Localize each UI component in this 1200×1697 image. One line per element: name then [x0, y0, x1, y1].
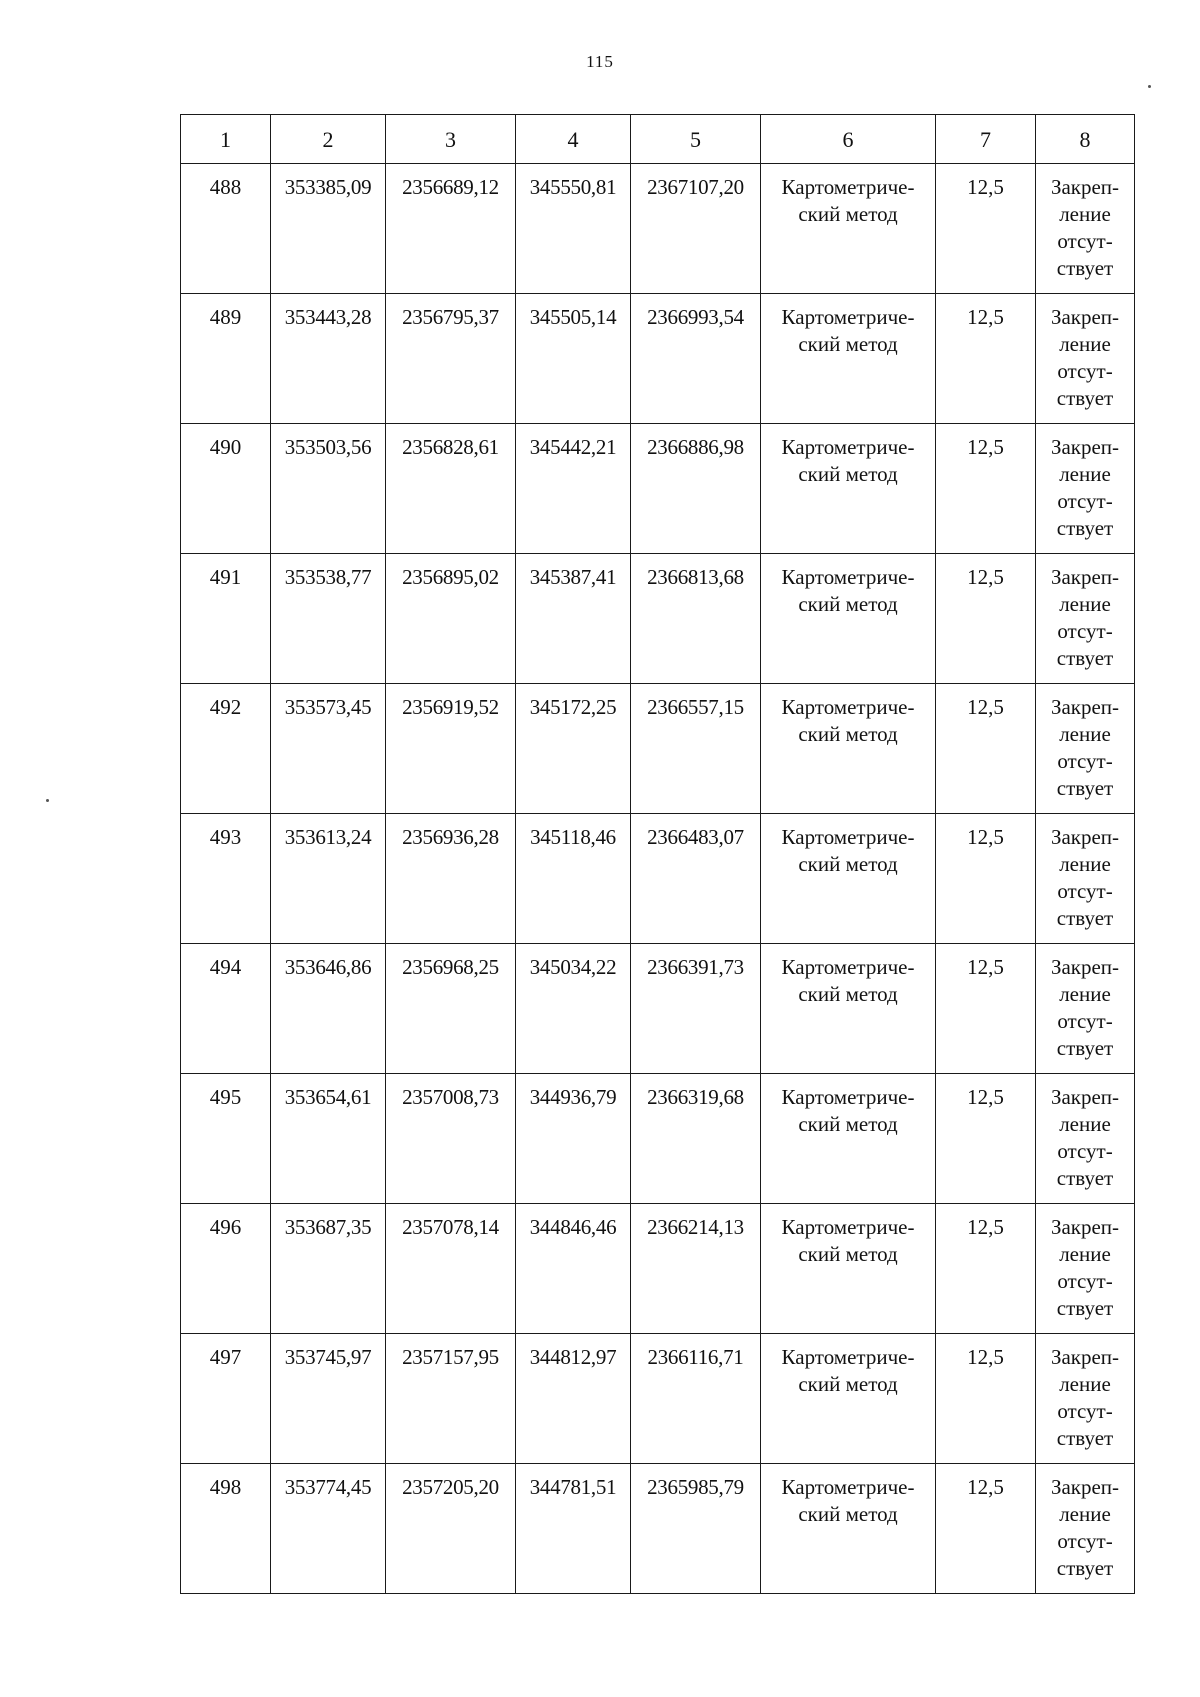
method-line: Картометриче- [781, 1345, 915, 1369]
coordinate-cell: 353538,77 [271, 554, 386, 684]
fixation-cell [1036, 424, 1135, 554]
method-cell [761, 164, 936, 294]
coordinate-cell: 2357008,73 [386, 1074, 516, 1204]
fixation-line: ление [1059, 1112, 1111, 1136]
method-cell [761, 1074, 936, 1204]
fixation-cell [1036, 1204, 1135, 1334]
column-header: 7 [936, 115, 1036, 164]
method-line: Картометриче- [781, 955, 915, 979]
coordinate-cell: 2356895,02 [386, 554, 516, 684]
coordinate-cell: 2356795,37 [386, 294, 516, 424]
coordinate-cell: 353687,35 [271, 1204, 386, 1334]
fixation-cell [1036, 1074, 1135, 1204]
fixation-line: ствует [1056, 1166, 1114, 1190]
coordinate-cell: 353503,56 [271, 424, 386, 554]
fixation-line: отсут- [1057, 489, 1113, 513]
column-header: 8 [1036, 115, 1135, 164]
fixation-cell [1036, 164, 1135, 294]
coordinate-cell: 345118,46 [516, 814, 631, 944]
coordinate-cell: 2357205,20 [386, 1464, 516, 1594]
fixation-cell [1036, 944, 1135, 1074]
point-number-cell: 495 [181, 1074, 271, 1204]
method-cell [761, 1334, 936, 1464]
fixation-line: отсут- [1057, 1529, 1113, 1553]
coordinate-cell: 344812,97 [516, 1334, 631, 1464]
method-line: Картометриче- [781, 175, 915, 199]
fixation-cell [1036, 1334, 1135, 1464]
fixation-line: ление [1059, 592, 1111, 616]
coordinate-cell: 344781,51 [516, 1464, 631, 1594]
column-header: 6 [761, 115, 936, 164]
coordinate-cell: 2366214,13 [631, 1204, 761, 1334]
coordinate-cell: 2366319,68 [631, 1074, 761, 1204]
table-row [181, 1074, 1135, 1204]
accuracy-cell: 12,5 [936, 1464, 1036, 1594]
method-cell [761, 944, 936, 1074]
coordinate-cell: 345172,25 [516, 684, 631, 814]
method-line: Картометриче- [781, 1085, 915, 1109]
fixation-line: отсут- [1057, 619, 1113, 643]
coordinate-cell: 2356968,25 [386, 944, 516, 1074]
fixation-line: Закреп- [1050, 175, 1120, 199]
method-line: ский метод [798, 852, 898, 876]
fixation-line: ствует [1056, 516, 1114, 540]
coordinate-cell: 2366993,54 [631, 294, 761, 424]
table-header-row [181, 115, 1135, 164]
fixation-line: отсут- [1057, 879, 1113, 903]
fixation-line: отсут- [1057, 1269, 1113, 1293]
fixation-line: ствует [1056, 646, 1114, 670]
fixation-line: Закреп- [1050, 825, 1120, 849]
scan-speck [46, 799, 49, 802]
fixation-line: Закреп- [1050, 1345, 1120, 1369]
accuracy-cell: 12,5 [936, 944, 1036, 1074]
fixation-line: отсут- [1057, 359, 1113, 383]
method-line: Картометриче- [781, 1215, 915, 1239]
fixation-line: ствует [1056, 386, 1114, 410]
fixation-line: ление [1059, 202, 1111, 226]
method-cell [761, 424, 936, 554]
coordinate-cell: 2356919,52 [386, 684, 516, 814]
fixation-line: ление [1059, 982, 1111, 1006]
method-cell [761, 684, 936, 814]
coordinate-cell: 353385,09 [271, 164, 386, 294]
page-number: 115 [586, 52, 614, 71]
method-line: ский метод [798, 202, 898, 226]
table-row [181, 1204, 1135, 1334]
fixation-line: Закреп- [1050, 1215, 1120, 1239]
fixation-line: ствует [1056, 1036, 1114, 1060]
table-body [181, 164, 1135, 1594]
coordinate-cell: 2366557,15 [631, 684, 761, 814]
accuracy-cell: 12,5 [936, 1074, 1036, 1204]
fixation-line: ление [1059, 1242, 1111, 1266]
coordinate-cell: 353613,24 [271, 814, 386, 944]
method-cell [761, 554, 936, 684]
table-row [181, 1464, 1135, 1594]
coordinate-cell: 353745,97 [271, 1334, 386, 1464]
fixation-line: ствует [1056, 1426, 1114, 1450]
coordinates-table [180, 114, 1135, 1594]
coordinate-cell: 2357157,95 [386, 1334, 516, 1464]
accuracy-cell: 12,5 [936, 554, 1036, 684]
method-cell [761, 814, 936, 944]
method-line: ский метод [798, 722, 898, 746]
table-row [181, 1334, 1135, 1464]
coordinate-cell: 345442,21 [516, 424, 631, 554]
coordinate-cell: 2366813,68 [631, 554, 761, 684]
method-line: ский метод [798, 462, 898, 486]
point-number-cell: 497 [181, 1334, 271, 1464]
point-number-cell: 493 [181, 814, 271, 944]
method-line: Картометриче- [781, 695, 915, 719]
fixation-line: ствует [1056, 906, 1114, 930]
table-row [181, 944, 1135, 1074]
method-cell [761, 294, 936, 424]
coordinate-cell: 2356689,12 [386, 164, 516, 294]
coordinate-cell: 353443,28 [271, 294, 386, 424]
column-header: 1 [181, 115, 271, 164]
coordinate-cell: 2366483,07 [631, 814, 761, 944]
column-header: 2 [271, 115, 386, 164]
table-row [181, 554, 1135, 684]
method-cell [761, 1464, 936, 1594]
method-line: ский метод [798, 332, 898, 356]
coordinate-cell: 345550,81 [516, 164, 631, 294]
coordinate-cell: 2366886,98 [631, 424, 761, 554]
scan-speck [1148, 85, 1151, 88]
fixation-line: Закреп- [1050, 305, 1120, 329]
table-row [181, 684, 1135, 814]
fixation-line: ление [1059, 462, 1111, 486]
method-line: ский метод [798, 592, 898, 616]
accuracy-cell: 12,5 [936, 424, 1036, 554]
method-line: ский метод [798, 1112, 898, 1136]
fixation-line: ствует [1056, 1556, 1114, 1580]
coordinate-cell: 345034,22 [516, 944, 631, 1074]
fixation-line: ление [1059, 1372, 1111, 1396]
fixation-cell [1036, 554, 1135, 684]
accuracy-cell: 12,5 [936, 164, 1036, 294]
fixation-line: отсут- [1057, 1139, 1113, 1163]
method-line: Картометриче- [781, 1475, 915, 1499]
coordinate-cell: 353646,86 [271, 944, 386, 1074]
method-line: ский метод [798, 982, 898, 1006]
coordinate-cell: 2356936,28 [386, 814, 516, 944]
coordinate-cell: 2366391,73 [631, 944, 761, 1074]
fixation-line: Закреп- [1050, 565, 1120, 589]
column-header: 4 [516, 115, 631, 164]
point-number-cell: 488 [181, 164, 271, 294]
method-line: Картометриче- [781, 435, 915, 459]
table-row [181, 424, 1135, 554]
coordinate-cell: 344846,46 [516, 1204, 631, 1334]
point-number-cell: 494 [181, 944, 271, 1074]
fixation-line: ствует [1056, 1296, 1114, 1320]
fixation-line: Закреп- [1050, 435, 1120, 459]
coordinate-cell: 2365985,79 [631, 1464, 761, 1594]
point-number-cell: 489 [181, 294, 271, 424]
fixation-line: ствует [1056, 776, 1114, 800]
method-line: ский метод [798, 1242, 898, 1266]
point-number-cell: 490 [181, 424, 271, 554]
point-number-cell: 491 [181, 554, 271, 684]
fixation-line: Закреп- [1050, 1475, 1120, 1499]
accuracy-cell: 12,5 [936, 1334, 1036, 1464]
coordinate-cell: 344936,79 [516, 1074, 631, 1204]
fixation-line: ление [1059, 332, 1111, 356]
fixation-line: отсут- [1057, 1009, 1113, 1033]
fixation-line: отсут- [1057, 229, 1113, 253]
coordinate-cell: 353774,45 [271, 1464, 386, 1594]
coordinate-cell: 353573,45 [271, 684, 386, 814]
coordinate-cell: 2357078,14 [386, 1204, 516, 1334]
accuracy-cell: 12,5 [936, 684, 1036, 814]
fixation-line: ствует [1056, 256, 1114, 280]
coordinate-cell: 2356828,61 [386, 424, 516, 554]
fixation-line: ление [1059, 1502, 1111, 1526]
table-row [181, 164, 1135, 294]
method-line: ский метод [798, 1372, 898, 1396]
coordinate-cell: 345387,41 [516, 554, 631, 684]
method-cell [761, 1204, 936, 1334]
fixation-cell [1036, 814, 1135, 944]
fixation-line: отсут- [1057, 1399, 1113, 1423]
fixation-line: Закреп- [1050, 955, 1120, 979]
point-number-cell: 498 [181, 1464, 271, 1594]
method-line: Картометриче- [781, 825, 915, 849]
fixation-cell [1036, 1464, 1135, 1594]
fixation-line: ление [1059, 722, 1111, 746]
column-header: 5 [631, 115, 761, 164]
fixation-line: Закреп- [1050, 695, 1120, 719]
accuracy-cell: 12,5 [936, 814, 1036, 944]
method-line: Картометриче- [781, 565, 915, 589]
fixation-line: Закреп- [1050, 1085, 1120, 1109]
fixation-line: ление [1059, 852, 1111, 876]
accuracy-cell: 12,5 [936, 1204, 1036, 1334]
method-line: Картометриче- [781, 305, 915, 329]
fixation-cell [1036, 294, 1135, 424]
point-number-cell: 496 [181, 1204, 271, 1334]
coordinate-cell: 2366116,71 [631, 1334, 761, 1464]
fixation-cell [1036, 684, 1135, 814]
table-row [181, 294, 1135, 424]
accuracy-cell: 12,5 [936, 294, 1036, 424]
coordinate-cell: 345505,14 [516, 294, 631, 424]
column-header: 3 [386, 115, 516, 164]
coordinate-cell: 2367107,20 [631, 164, 761, 294]
method-line: ский метод [798, 1502, 898, 1526]
coordinate-cell: 353654,61 [271, 1074, 386, 1204]
table-row [181, 814, 1135, 944]
fixation-line: отсут- [1057, 749, 1113, 773]
point-number-cell: 492 [181, 684, 271, 814]
